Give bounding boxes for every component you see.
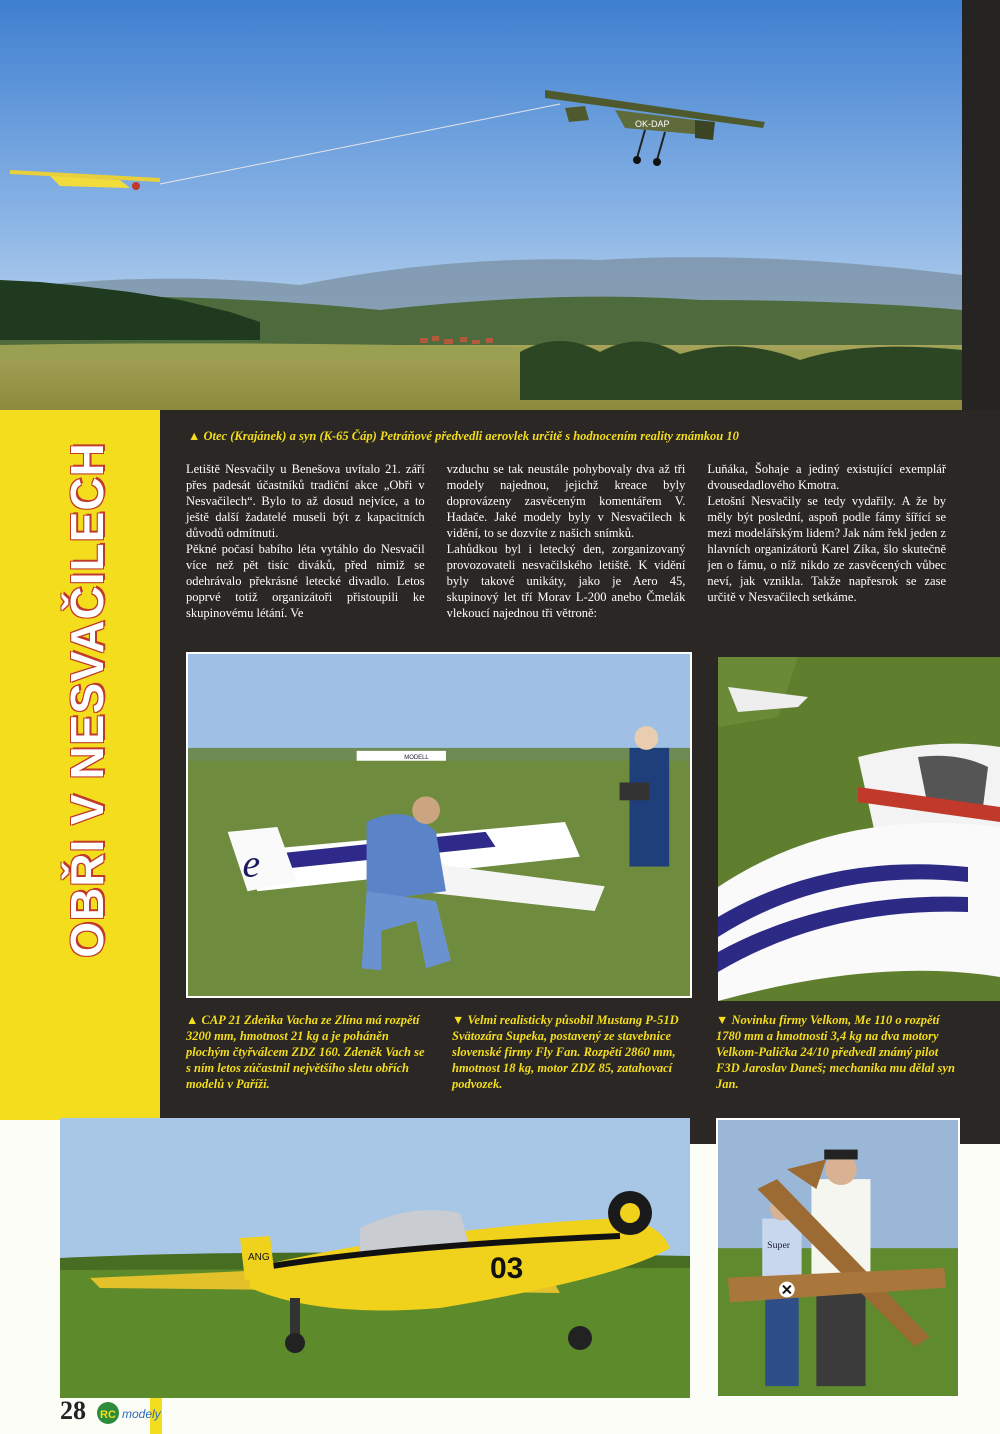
article-column-2	[447, 461, 686, 631]
shirt-text: Super	[767, 1240, 791, 1252]
paragraph: Letošní Nesvačily se tedy vydařily. A že by měly být poslední, aspoň podle fámy šířící se mezi modelářským lidem? Jak nám řekl jeden z hlavních organizátorů Karel Zíka, šlo skutečně jen o fámu, o níž nikdo ze zasvěcených vůbec neví, jak vznikla. Takže napřesrok se zase určitě v Nesvačilech setkáme.	[707, 494, 947, 604]
paragraph: Letiště Nesvačily u Benešova uvítalo 21. září přes padesát účastníků tradiční akce „Obři v Nesvačilech“. Bylo to až dosud nejvíce, a to ještě další žadatelé museli být z kapacitních důvodů odmítnuti.	[186, 462, 425, 540]
caption-aerotow	[188, 428, 908, 444]
caption-cap21	[186, 1012, 430, 1092]
triangle-down-icon: ▼	[716, 1013, 729, 1027]
paragraph: vzduchu se tak neustále pohybovaly dva až tři modely najednou, jejichž kreace byly doprovázeny zasvěceným komentářem V. Hadače. Jaké modely byly v Nesvačilech k vidění, to se dozvíte z našich snímků.	[446, 462, 686, 540]
paragraph: Luňáka, Šohaje a jediný existující exemplář dvousedadlového Kmotra.	[707, 462, 947, 492]
svg-text:RC: RC	[100, 1409, 116, 1421]
triangle-down-icon: ▼	[452, 1013, 465, 1027]
caption-me110	[716, 1012, 960, 1092]
rc-modely-logo	[96, 1400, 196, 1426]
paragraph: Lahůdkou byl i letecký den, zorganizovaný provozovateli nesvačilského letiště. K vidění byly takové unikáty, jako je Aero 45, skupinový let tří Morav L-200 anebo Čmelák vlekoucí najednou tři větroně:	[446, 542, 686, 620]
caption-aerotow-text: Otec (Krajánek) a syn (K-65 Čáp) Petráňové předvedli aerovlek určitě s hodnocením reality známkou 10	[203, 429, 739, 443]
cap21-tail-letter: e	[242, 841, 261, 886]
right-dark-strip	[962, 0, 1000, 410]
cap21-photo	[186, 652, 692, 998]
mustang-race-number: 03	[490, 1252, 524, 1285]
triangle-up-icon: ▲	[186, 1013, 199, 1027]
caption-cap21-text: CAP 21 Zdeňka Vacha ze Zlína má rozpětí 3200 mm, hmotnost 21 kg a je poháněn plochým čtyřválcem ZDZ 160. Zdeněk Vach se s ním letos zúčastnil největšího sletu obřích modelů v Paříži.	[186, 1013, 425, 1091]
mustang-tail-code: ANG	[248, 1252, 270, 1263]
caption-me110-text: Novinku firmy Velkom, Me 110 o rozpětí 1780 mm a hmotnosti 3,4 kg na dva motory Velkom-Palička 24/10 předvedl známý pilot F3D Jaroslav Daneš; mechanika mu dělal syn Jan.	[716, 1013, 955, 1091]
me110-pilots-photo	[716, 1118, 960, 1398]
aerotow-photo	[0, 0, 962, 410]
caption-mustang-text: Velmi realisticky působil Mustang P-51D Svätozára Supeka, postavený ze stavebnice slovenské firmy Fly Fan. Rozpětí 2860 mm, hmotnost 18 kg, motor ZDZ 85, zatahovací podvozek.	[452, 1013, 679, 1091]
svg-text:modely: modely	[122, 1407, 161, 1421]
cap21-closeup-photo	[718, 657, 1000, 1001]
article-column-1	[186, 461, 425, 631]
vertical-title	[62, 420, 112, 980]
triangle-up-icon: ▲	[188, 429, 201, 443]
paragraph: Pěkné počasí babího léta vytáhlo do Nesvačil více než pět tisíc diváků, před nimiž se odehrávalo překrásné letecké divadlo. Letos poprvé totiž organizátoři přistoupili ke skupinovému létání. Ve	[186, 542, 425, 620]
banner-text: MODELL	[404, 754, 429, 761]
article-column-3	[707, 461, 946, 631]
article-body	[186, 461, 946, 631]
caption-mustang	[452, 1012, 692, 1092]
tow-plane-registration: OK-DAP	[635, 119, 670, 129]
article-title: OBŘI V NESVAČILECH	[61, 442, 114, 958]
page-number: 28	[60, 1396, 86, 1425]
mustang-photo	[60, 1118, 690, 1398]
